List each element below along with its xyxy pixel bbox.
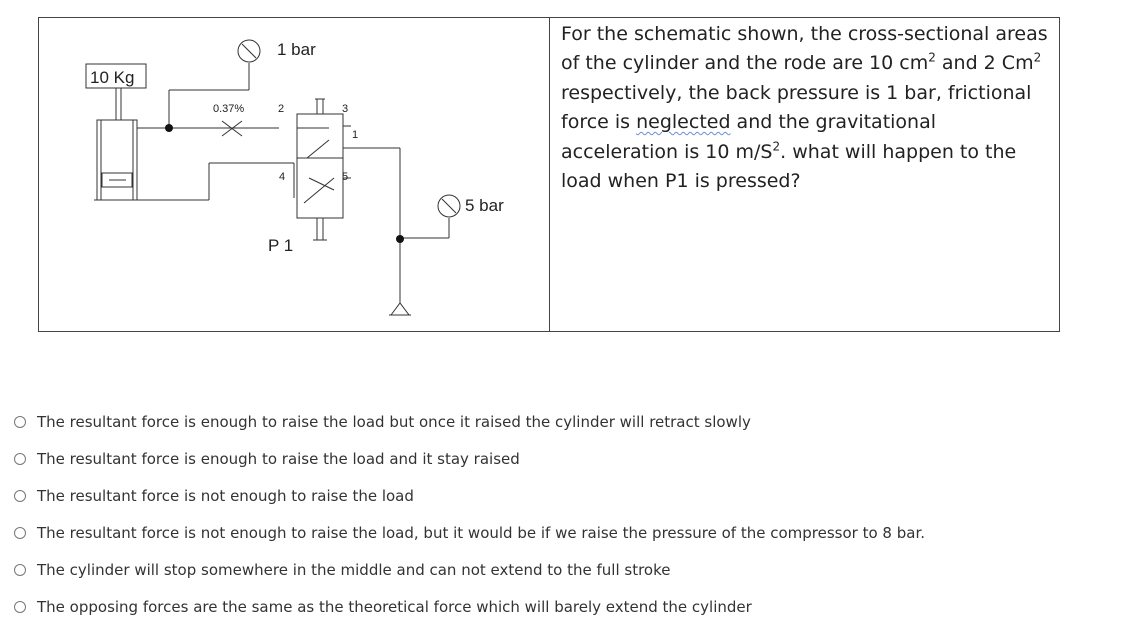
answer-option[interactable]: [12, 407, 751, 437]
question-table: [38, 17, 1060, 332]
cylinder-body: [97, 120, 137, 200]
port-label-4: 4: [279, 171, 286, 183]
junction-dot: [396, 235, 404, 243]
port-label-3: 3: [342, 103, 349, 115]
compressor-symbol: [391, 303, 409, 315]
spellcheck-underlined-word: neglected: [636, 111, 731, 134]
port-label-5: 5: [342, 171, 349, 183]
radio-button[interactable]: [14, 453, 26, 465]
radio-button[interactable]: [14, 564, 26, 576]
question-text-part: and 2 Cm: [935, 52, 1034, 75]
load-label: 10 Kg: [90, 68, 135, 87]
radio-button[interactable]: [14, 527, 26, 539]
answer-option-label: The resultant force is enough to raise the load but once it raised the cylinder will retract slowly: [37, 413, 751, 431]
port-label-2: 2: [278, 103, 285, 115]
answer-option-label: The cylinder will stop somewhere in the middle and can not extend to the full stroke: [37, 561, 671, 579]
radio-button[interactable]: [14, 490, 26, 502]
answer-option-label: The opposing forces are the same as the theoretical force which will barely extend the cylinder: [37, 598, 752, 616]
schematic-cell: [39, 18, 550, 331]
supply-pressure-label: 5 bar: [465, 196, 504, 215]
radio-button[interactable]: [14, 416, 26, 428]
answer-option[interactable]: [12, 518, 925, 548]
question-text: [561, 20, 1053, 196]
answer-option[interactable]: [12, 592, 752, 622]
pushbutton-label: P 1: [268, 236, 294, 255]
top-pressure-label: 1 bar: [277, 40, 316, 59]
radio-button[interactable]: [14, 601, 26, 613]
pneumatic-schematic: [39, 18, 549, 331]
question-text-part: and the gravitational acceleration is 10 m/S: [561, 111, 937, 163]
answer-option-label: The resultant force is not enough to raise the load: [37, 487, 414, 505]
question-text-part: . what will happen to the load when P1 is pressed?: [561, 140, 1017, 193]
junction-dot: [165, 124, 173, 132]
superscript: 2: [1033, 51, 1042, 66]
question-cell: [550, 18, 1059, 331]
question-text-part: For the schematic shown, the cross-sectional areas of the cylinder and the rode are 10 cm: [561, 23, 1048, 75]
answer-option[interactable]: [12, 555, 670, 585]
valve-top-box: [297, 114, 343, 158]
valve-bottom-box: [297, 158, 343, 218]
answer-option[interactable]: [12, 481, 414, 511]
superscript: 2: [928, 51, 936, 66]
answer-option-label: The resultant force is not enough to raise the load, but it would be if we raise the pressure of the compressor to 8 bar.: [37, 524, 926, 542]
superscript: 2: [772, 139, 781, 154]
answer-option-label: The resultant force is enough to raise the load and it stay raised: [37, 450, 520, 468]
throttle-label: 0.37%: [213, 103, 245, 115]
question-text-part: respectively, the back pressure is 1 bar, frictional force is: [561, 81, 1032, 134]
answer-option[interactable]: [12, 444, 520, 474]
port-label-1: 1: [352, 129, 359, 141]
